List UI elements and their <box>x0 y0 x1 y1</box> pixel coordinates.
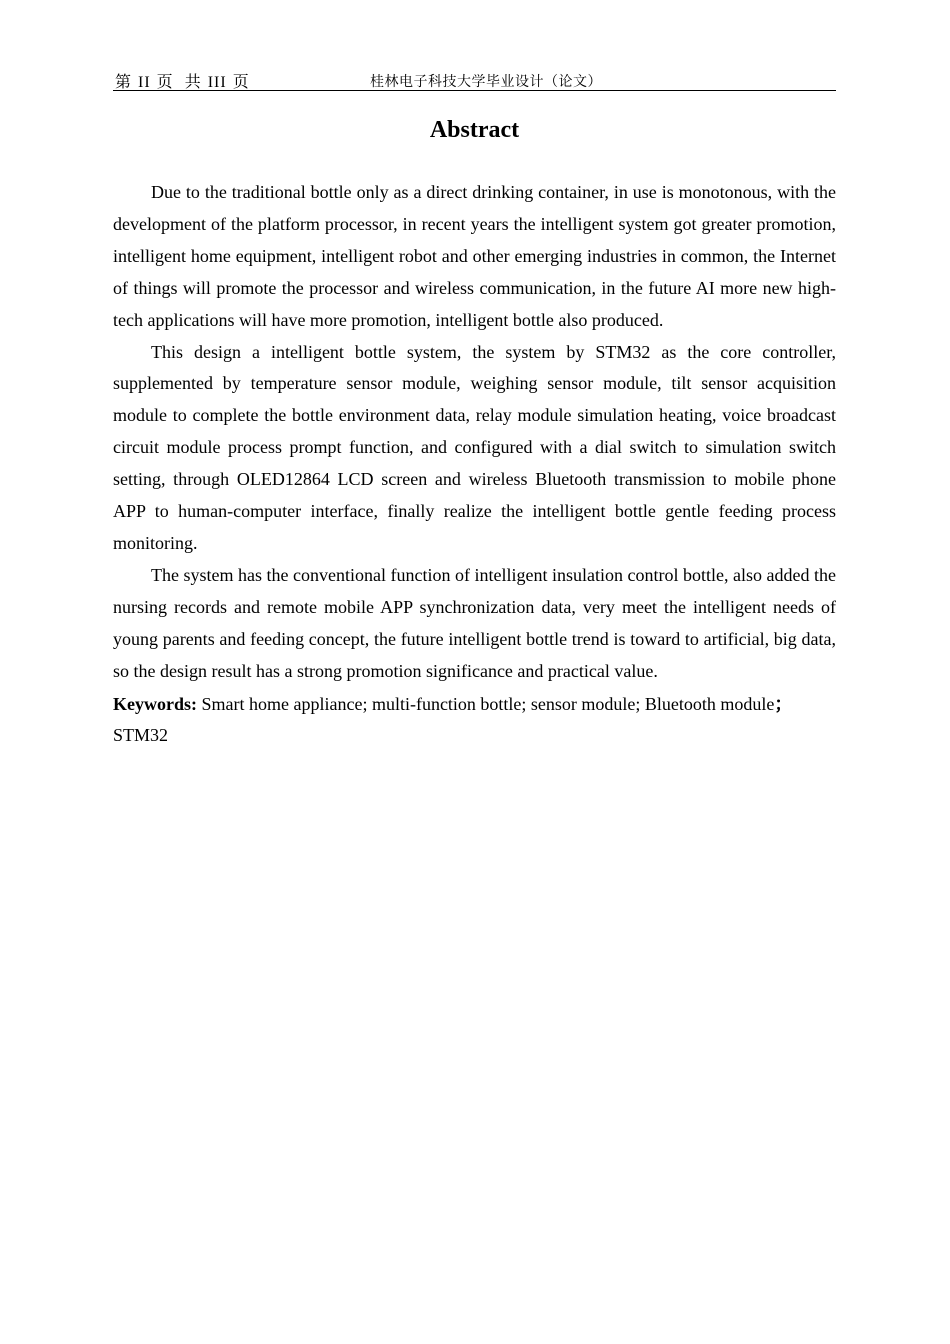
keywords-text: Smart home appliance; multi-function bottle; sensor module; Bluetooth module <box>197 693 775 714</box>
page-header <box>113 68 836 91</box>
keywords-semicolon: ； <box>774 693 793 714</box>
keywords-last: STM32 <box>113 725 169 746</box>
page-total: III <box>207 74 227 91</box>
abstract-paragraph-2: This design a intelligent bottle system, the system by STM32 as the core controller, supplemented by temperature sensor module, weighing sensor module, tilt sensor acquisition module to complete the bottle environment data, relay module simulation heating, voice broadcast circuit module process prompt function, and configured with a dial switch to simulation switch setting, through OLED12864 LCD screen and wireless Bluetooth transmission to mobile phone APP to human-computer interface, finally realize the intelligent bottle gentle feeding process monitoring. <box>113 341 836 553</box>
page-current: II <box>138 74 151 91</box>
page-number-label <box>115 69 256 92</box>
abstract-title: Abstract <box>429 117 520 143</box>
abstract-body <box>113 177 836 752</box>
page-unit: 页 <box>156 74 174 91</box>
institution-name: 桂林电子科技大学毕业设计（论文） <box>370 75 602 90</box>
abstract-paragraph-3: The system has the conventional function of intelligent insulation control bottle, also added the nursing records and remote mobile APP synchronization data, very meet the intelligent needs of young parents and feeding concept, the future intelligent bottle trend is toward to artificial, big data, so the design result has a strong promotion significance and practical value. <box>113 564 836 681</box>
keywords-line <box>113 689 836 753</box>
abstract-paragraph-1: Due to the traditional bottle only as a direct drinking container, in use is monotonous, with the development of the platform processor, in recent years the intelligent system got greater promotion, intelligent home equipment, intelligent robot and other emerging industries in common, the Internet of things will promote the processor and wireless communication, in the future AI more new high-tech applications will have more promotion, intelligent bottle also produced. <box>113 182 836 330</box>
total-unit: 页 <box>232 74 250 91</box>
keywords-label: Keywords: <box>113 693 197 714</box>
page-prefix: 第 <box>115 74 133 91</box>
total-prefix: 共 <box>184 74 202 91</box>
